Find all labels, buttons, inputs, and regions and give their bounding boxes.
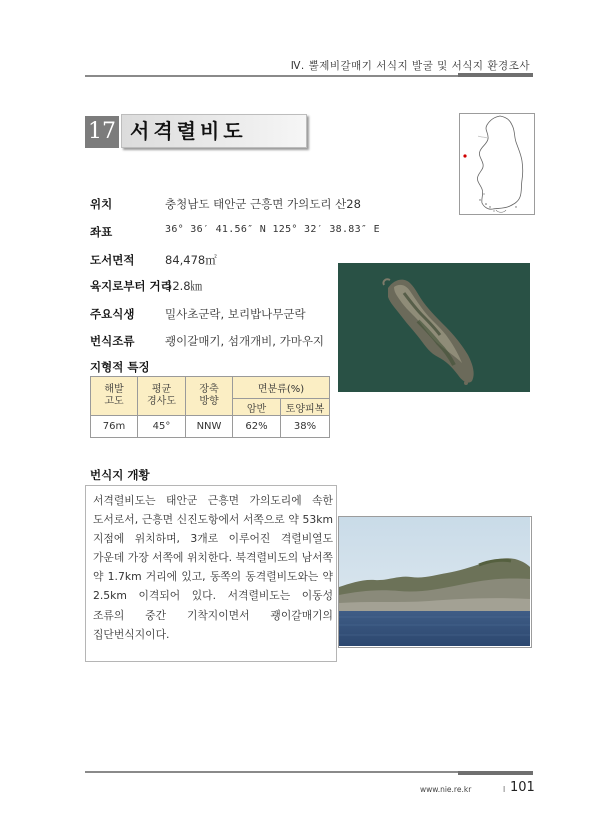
aerial-photo — [338, 263, 530, 392]
coastal-photo — [339, 517, 530, 646]
footer-separator: I — [503, 785, 506, 794]
soil-value: 38% — [281, 416, 330, 438]
soil-header: 토양피복 — [281, 399, 330, 416]
rock-value: 62% — [233, 416, 281, 438]
location-map — [459, 113, 535, 215]
vegetation-label: 주요식생 — [90, 307, 135, 321]
topography-table — [90, 376, 330, 438]
area-value: 84,478㎡ — [165, 253, 217, 267]
header-rule-accent — [458, 73, 533, 77]
section-number: 17 — [85, 116, 119, 148]
distance-value: 52.8㎞ — [165, 279, 203, 293]
habitat-description: 서격렬비도는 태안군 근흥면 가의도리에 속한 도서로서, 근흥면 신진도항에서 서쪽으로 약 53km 지점에 위치하며, 3개로 이루어진 격렬비열도 가운데 가장 서쪽에 위치한다. 북격렬비도의 남서쪽 약 1.7km 거리에 있고, 동쪽의 동격렬비도와는 약 2.5km 이격되어 있다. 서격렬비도는 이동성 조류의 중간 기착지이면서 괭이갈매기의 집단번식지이다. — [93, 494, 333, 641]
rock-header: 암반 — [233, 399, 281, 416]
coordinates-value: 36° 36′ 41.56″ N 125° 32′ 38.83″ E — [165, 224, 380, 235]
coordinates-label: 좌표 — [90, 225, 113, 239]
elevation-header-line2: 고도 — [104, 396, 124, 407]
area-label: 도서면적 — [90, 253, 135, 267]
slope-value: 45° — [138, 416, 186, 438]
axis-value: NNW — [186, 416, 233, 438]
elevation-header — [91, 377, 138, 416]
distance-label: 육지로부터 거리 — [90, 279, 172, 293]
footer-rule-accent — [458, 771, 533, 775]
axis-header-line1: 장축 — [199, 384, 219, 395]
location-value: 충청남도 태안군 근흥면 가의도리 산28 — [165, 197, 361, 211]
habitat-heading: 번식지 개황 — [90, 468, 150, 482]
chapter-header: Ⅳ. 뿔제비갈매기 서식지 발굴 및 서식지 환경조사 — [290, 60, 530, 72]
footer-url: www.nie.re.kr — [420, 785, 472, 794]
vegetation-value: 밀사초군락, 보리밥나무군락 — [165, 307, 306, 321]
breeding-birds-label: 번식조류 — [90, 334, 135, 348]
page-number: 101 — [510, 780, 535, 795]
slope-header — [138, 377, 186, 416]
location-label: 위치 — [90, 197, 113, 211]
elevation-header-line1: 해발 — [104, 384, 124, 395]
slope-header-line1: 평균 — [151, 384, 172, 395]
axis-header-line2: 방향 — [199, 396, 219, 407]
location-dot-icon — [463, 154, 466, 157]
cover-header: 면분류(%) — [233, 377, 330, 399]
features-heading: 지형적 특징 — [90, 360, 150, 374]
section-title: 서격렬비도 — [130, 119, 247, 143]
elevation-value: 76m — [91, 416, 138, 438]
axis-header — [186, 377, 233, 416]
breeding-birds-value: 괭이갈매기, 섬개개비, 가마우지 — [165, 334, 325, 348]
coastal-photo-scene — [339, 517, 530, 646]
korea-map-icon — [460, 114, 534, 214]
slope-header-line2: 경사도 — [147, 396, 176, 407]
aerial-photo-island — [338, 263, 530, 392]
